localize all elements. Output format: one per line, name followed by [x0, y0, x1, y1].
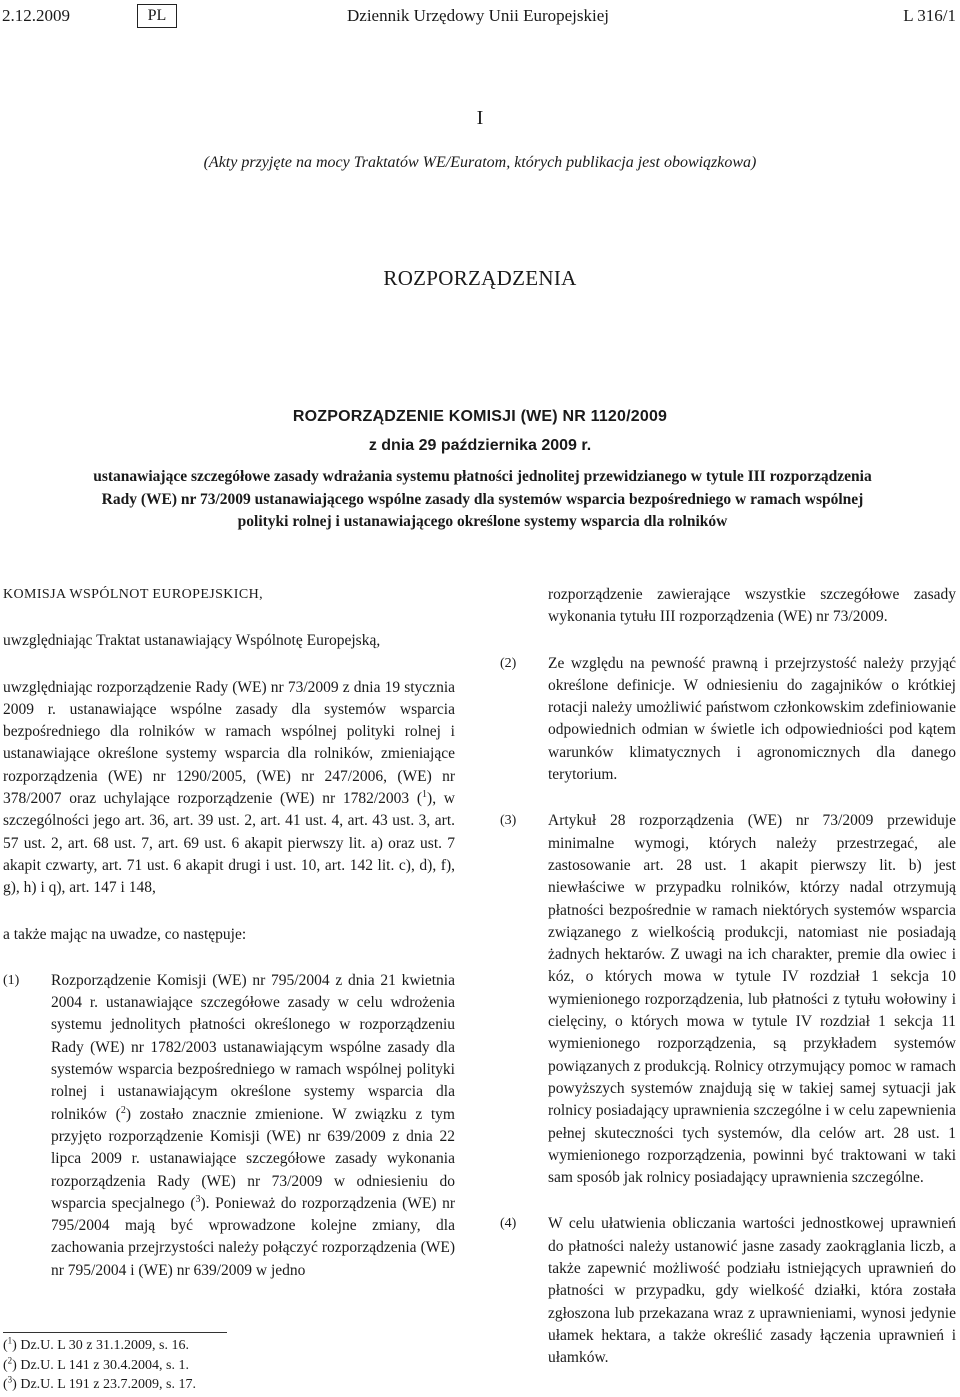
recital-text-a: Rozporządzenie Komisji (WE) nr 795/2004 z dnia 21 kwietnia 2004 r. ustanawiające szczegółowe zasady w celu wdrożenia systemu jednolitych płatności określonego w rozporządzeniu Rady (WE) nr 1782/2003 ustanawiającym wspólne zasady dla systemów wsparcia bezpośredniego w ramach wspólnej polityki rolnej i ustanawiającym określone systemy wsparcia dla rolników ( [51, 971, 455, 1123]
recital-4 [500, 1213, 956, 1369]
footnote-mark: 3 [7, 1374, 13, 1385]
regulation-date: z dnia 29 października 2009 r. [368, 437, 592, 454]
page-reference: L 316/1 [903, 6, 956, 25]
recital-number: (3) [500, 813, 517, 829]
journal-title: Dziennik Urzędowy Unii Europejskiej [347, 6, 610, 25]
right-column [500, 584, 956, 1370]
part-number: I [476, 107, 484, 129]
footnote-text: ) Dz.U. L 191 z 23.7.2009, s. 17. [12, 1377, 196, 1392]
footnote-ref-2[interactable]: 2 [120, 1104, 126, 1116]
footnote-3: ($^3$) Dz.U. L 191 z 23.7.2009, s. 17. [3, 1374, 196, 1392]
footnote-text: ) Dz.U. L 141 z 30.4.2004, s. 1. [12, 1357, 189, 1373]
whereas-clause: a także mając na uwadze, co następuje: [3, 925, 247, 943]
footnote-text: ) Dz.U. L 30 z 31.1.2009, s. 16. [12, 1338, 189, 1353]
footnote-divider [3, 1332, 227, 1333]
recital-text-b: ) zostało znacznie zmienione. W związku z tym przyjęto rozporządzenie Komisji (WE) nr 639/2009 z dnia 22 lipca 2009 r. ustanawiające szczegółowe zasady wykonania rozporządzenia Rady (WE) nr 73/2009 w odniesieniu do wsparcia specjalnego ( [51, 1105, 455, 1212]
recital-1 [3, 970, 455, 1282]
part-note: (Akty przyjęte na mocy Traktatów WE/Euratom, których publikacja jest obowiązkowa) [203, 154, 757, 171]
recital-text: Artykuł 28 rozporządzenia (WE) nr 73/2009 przewiduje minimalne wymogi, których należy przestrzegać, ale zastosowanie art. 28 ust. 1 akapit pierwszy lit. b) jest niewłaściwe w przypadku rolników, którzy nadal otrzymują płatności bezpośrednie w ramach niektórych systemów wsparcia związanego z wielkością produkcji, natomiast nie posiadają żadnych hektarów. Z uwagi na ich charakter, premie dla owiec i kóz, o których mowa w tytule IV rozdział 1 sekcja 10 wymienionego rozporządzenia, lub płatności z tytułu wołowiny i cielęciny, o których mowa w tytule IV rozdział 1 sekcja 11 wymienionego rozporządzenia, są przykładem systemów powiązanych z produkcją. Rolnicy otrzymujący pomoc w ramach powyższych systemów znajdują się w takiej samej sytuacji jak rolnicy posiadający uprawnienia szczególne i w celu zapewnienia pełnej skuteczności tych systemów, dla celów art. 28 ust. 1 wymienionego rozporządzenia, powinni być traktowani w taki sam sposób jak rolnicy posiadający uprawnienia szczególne. [548, 812, 956, 1187]
recital-number: (2) [500, 655, 517, 671]
authority-heading: KOMISJA WSPÓLNOT EUROPEJSKICH, [3, 587, 264, 602]
regulation-subject: ustanawiające szczegółowe zasady wdrażania systemu płatności jednolitej przewidzianego w tytule III rozporządzenia Rady (WE) nr 73/2009 ustanawiającego wspólne zasady dla systemów wsparcia bezpośredniego w ramach wspólnej polityki rolnej i ustanawiającego określone systemy wsparcia dla rolników [93, 468, 872, 530]
recital-text: W celu ułatwienia obliczania wartości jednostkowej uprawnień do płatności należy ustanowić jasne zasady zaokrąglania liczb, a także zapewnić możliwość podziału istniejących uprawnień do płatności w przypadku, gdy wielkość działki, która została zgłoszona lub przekazana wraz z uprawnieniami, wynosi jedynie ułamek hektara, a także określić zasady łączenia uprawnień i ułamków. [548, 1215, 956, 1367]
recital-2 [500, 653, 956, 787]
citation-text-a: uwzględniając rozporządzenie Rady (WE) nr 73/2009 z dnia 19 stycznia 2009 r. ustanawiające wspólne zasady dla systemów wsparcia bezpośredniego dla rolników w ramach wspólnej polityki rolnej i ustanawiające określone systemy wsparcia dla rolników, zmieniające rozporządzenia (WE) nr 1290/2005, (WE) nr 247/2006, (WE) nr 378/2007 oraz uchylające rozporządzenie (WE) nr 1782/2003 ( [3, 678, 455, 808]
regulation-title: ROZPORZĄDZENIE KOMISJI (WE) NR 1120/2009 [292, 408, 668, 425]
footnote-mark: 1 [7, 1335, 13, 1346]
recital-text-c: ). Ponieważ do rozporządzenia (WE) nr 795/2004 mają być wprowadzone kolejne zmiany, dla zachowania przejrzystości należy połączyć rozporządzenia (WE) nr 795/2004 i (WE) nr 639/2009 w jedno [51, 1194, 455, 1279]
recital-number: (1) [3, 972, 20, 988]
recital-3 [500, 810, 956, 1189]
left-column [3, 584, 455, 1282]
language-badge: PL [137, 4, 177, 28]
section-title: ROZPORZĄDZENIA [383, 266, 577, 290]
recital-text: Ze względu na pewność prawną i przejrzystość należy przyjąć określone definicje. W odniesieniu do zagajników o krótkiej rotacji należy umożliwić państwom członkowskim zdefiniowanie odpowiednich odmian w świetle ich odpowiedniości pod kątem warunków klimatycznych i agronomicznych dla danego terytorium. [548, 654, 956, 784]
publication-date: 2.12.2009 [2, 6, 70, 25]
recital-text [51, 970, 455, 1282]
citation-text-b: ), w szczególności jego art. 36, art. 39 ust. 2, art. 41 ust. 4, art. 43 ust. 3, art. 57 ust. 2, art. 68 ust. 7, art. 69 ust. 6 akapit pierwszy lit. a) oraz ust. 7 akapit czwarty, art. 71 ust. 6 akapit drugi i ust. 10, art. 142 lit. c), d), f), g), h) i q), art. 147 i 148, [3, 790, 456, 897]
footnote-mark: 2 [7, 1354, 13, 1365]
footnote-ref-1[interactable]: 1 [422, 788, 428, 800]
footnotes [3, 1336, 443, 1395]
footnote-2: ($^2$) Dz.U. L 141 z 30.4.2004, s. 1. [3, 1354, 189, 1373]
page-header [2, 4, 956, 28]
footnote-1: ($^1$) Dz.U. L 30 z 31.1.2009, s. 16. [3, 1335, 189, 1353]
citation-treaty: uwzględniając Traktat ustanawiający Wspólnotę Europejską, [3, 632, 381, 650]
recital-number: (4) [500, 1216, 517, 1232]
citation-regulation [3, 677, 455, 900]
recital-1-continuation: rozporządzenie zawierające wszystkie szczegółowe zasady wykonania tytułu III rozporządzenia (WE) nr 73/2009. [548, 586, 956, 626]
footnote-ref-3[interactable]: 3 [195, 1193, 201, 1205]
